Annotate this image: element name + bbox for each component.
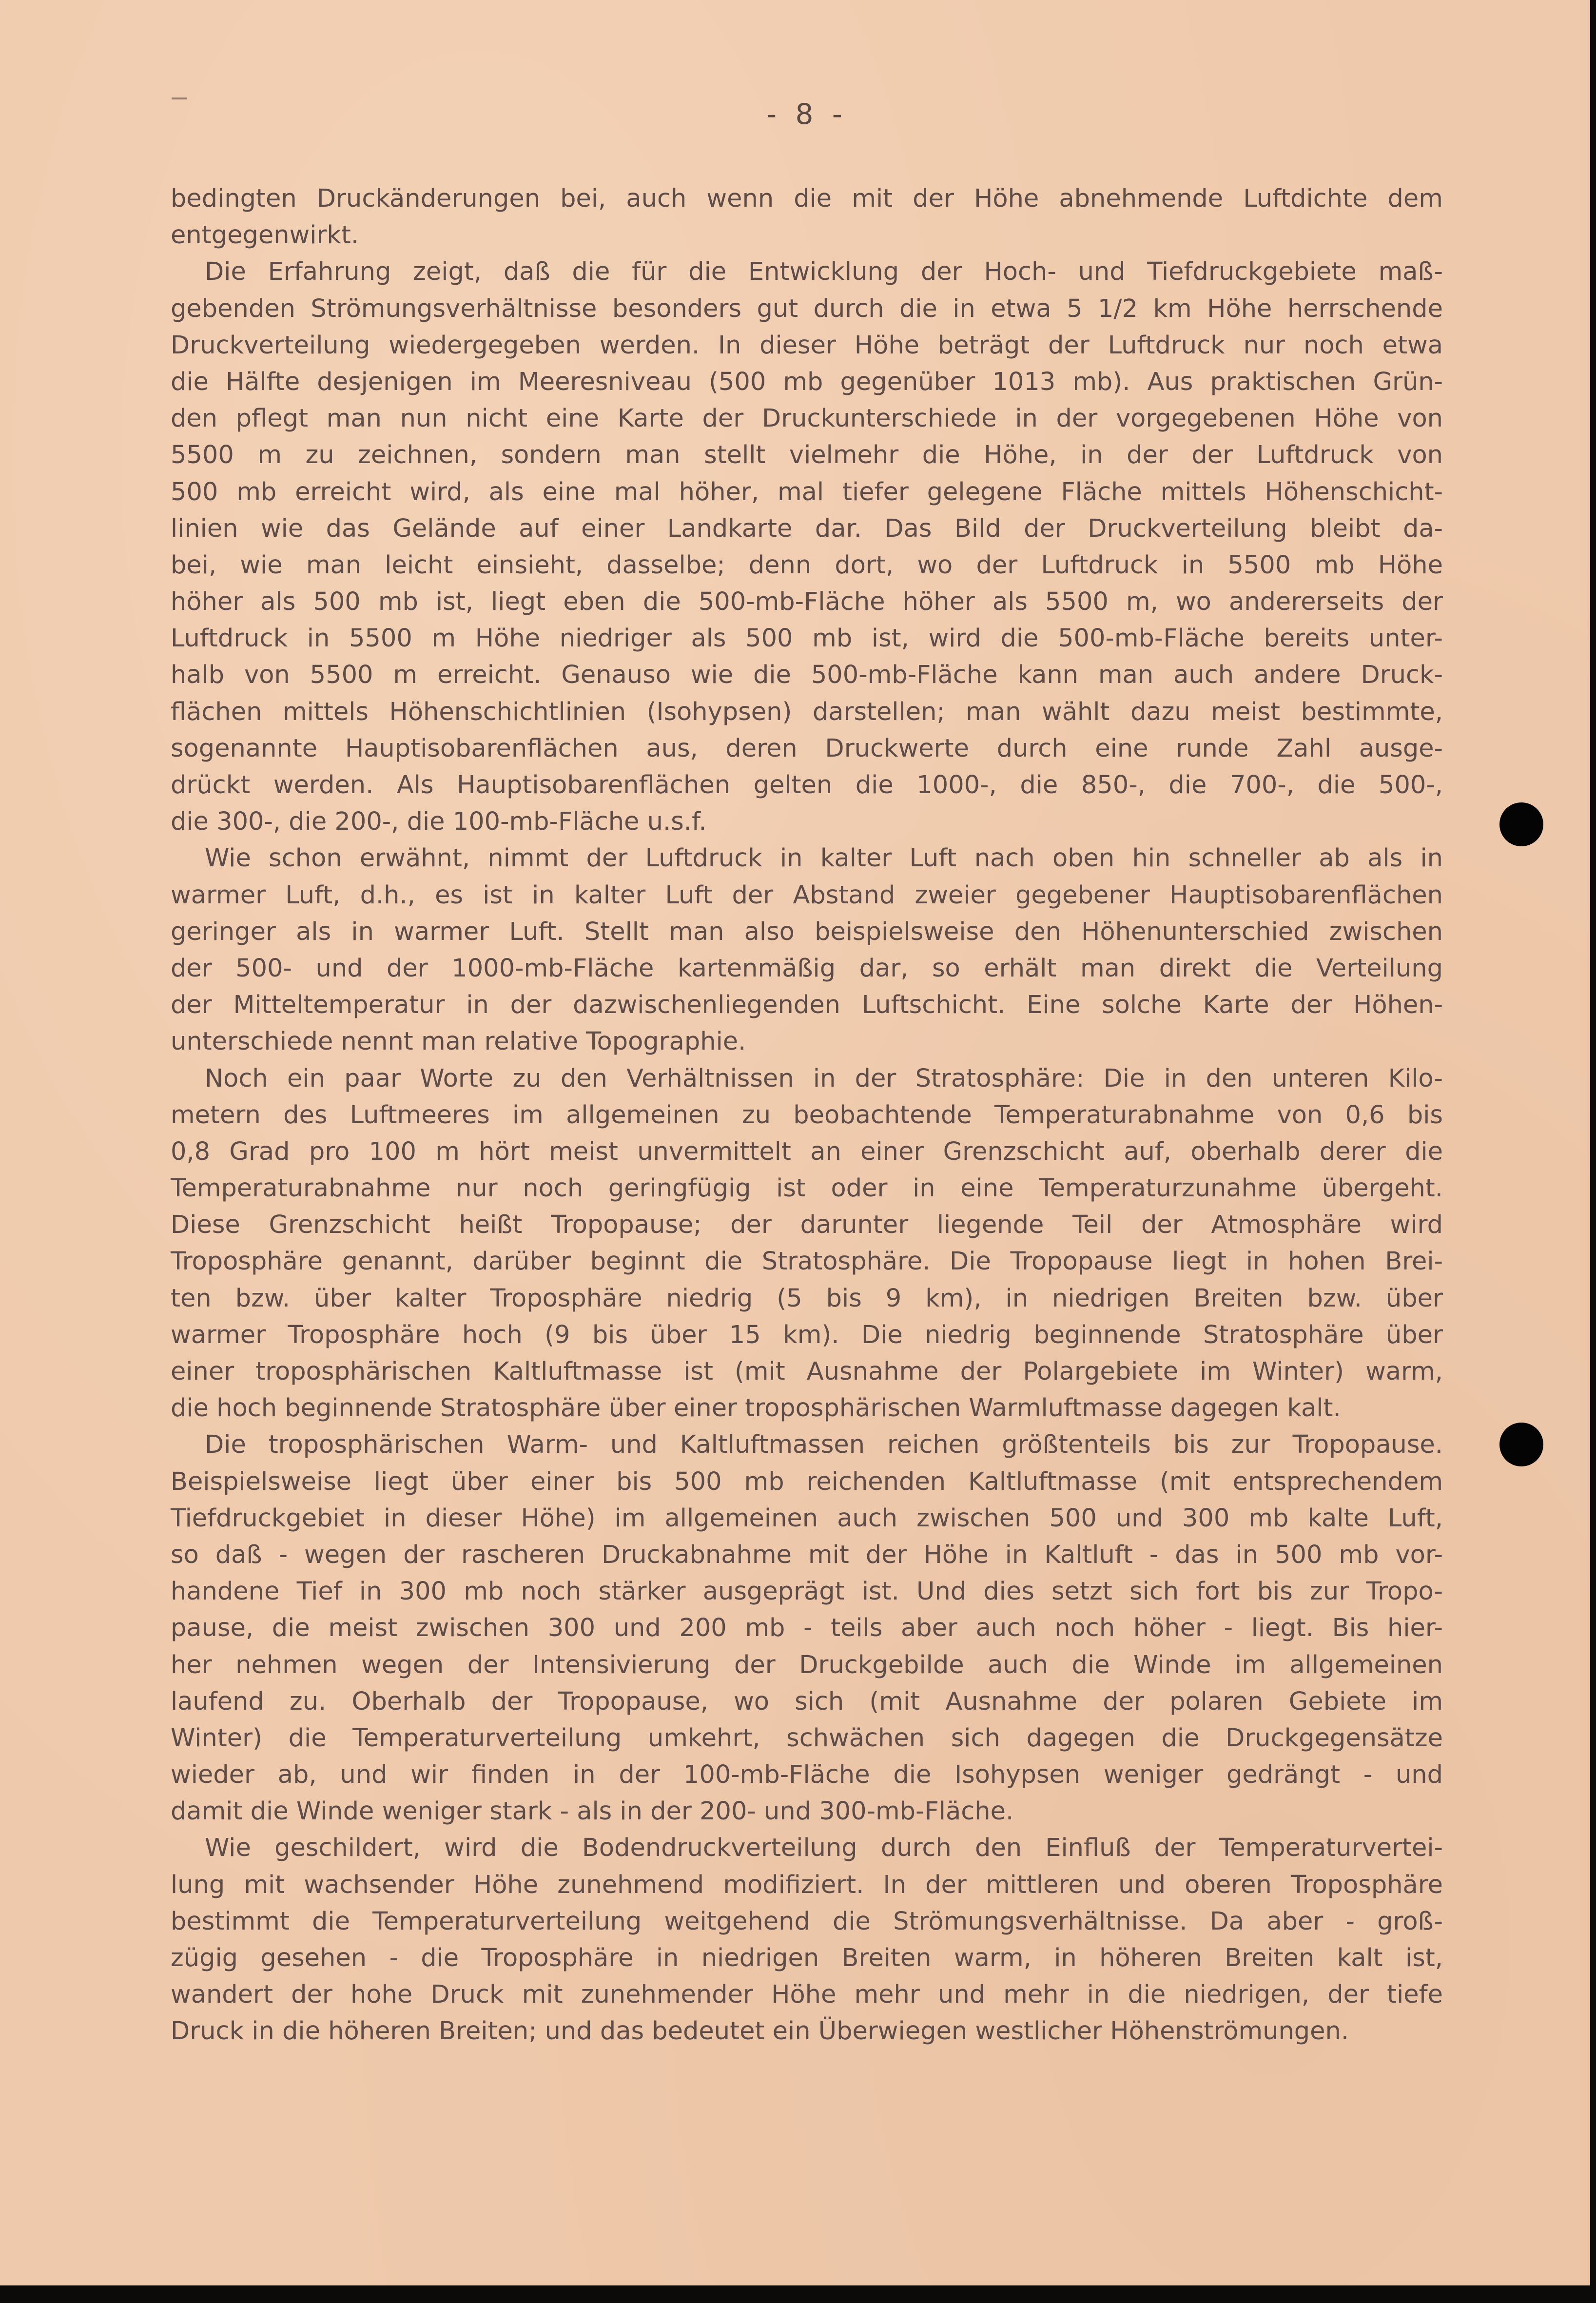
text-line: pause, die meist zwischen 300 und 200 mb - teils aber auch noch höher - liegt. Bis hier- (171, 1614, 1443, 1643)
text-line: laufend zu. Oberhalb der Tropopause, wo sich (mit Ausnahme der polaren Gebiete im (171, 1687, 1443, 1716)
text-line: wieder ab, und wir finden in der 100-mb-Fläche die Isohypsen weniger gedrängt - und (171, 1760, 1443, 1790)
text-line: Winter) die Temperaturverteilung umkehrt, schwächen sich dagegen die Druckgegensätze (171, 1723, 1443, 1753)
paragraph (171, 1060, 1443, 1427)
body-text (171, 180, 1443, 2050)
text-line: Temperaturabnahme nur noch geringfügig ist oder in eine Temperaturzunahme übergeht. (171, 1174, 1443, 1203)
text-line: der 500- und der 1000-mb-Fläche kartenmäßig dar, so erhält man direkt die Verteilung (171, 954, 1443, 983)
text-line: einer troposphärischen Kaltluftmasse ist (mit Ausnahme der Polargebiete im Winter) warm, (171, 1357, 1443, 1386)
text-line: bei, wie man leicht einsieht, dasselbe; denn dort, wo der Luftdruck in 5500 mb Höhe (171, 550, 1443, 580)
text-line: Tiefdruckgebiet in dieser Höhe) im allgemeinen auch zwischen 500 und 300 mb kalte Luft, (171, 1503, 1443, 1533)
text-line: Noch ein paar Worte zu den Verhältnissen in der Stratosphäre: Die in den unteren Kilo- (205, 1064, 1443, 1093)
text-line: Druckverteilung wiedergegeben werden. In dieser Höhe beträgt der Luftdruck nur noch etwa (171, 331, 1443, 360)
text-line: geringer als in warmer Luft. Stellt man also beispielsweise den Höhenunterschied zwischen (171, 917, 1443, 946)
text-line: halb von 5500 m erreicht. Genauso wie die 500-mb-Fläche kann man auch andere Druck- (171, 661, 1443, 690)
corner-mark (172, 98, 187, 99)
paragraph (171, 1426, 1443, 1830)
paragraph (171, 180, 1443, 254)
text-line: so daß - wegen der rascheren Druckabnahme mit der Höhe in Kaltluft - das in 500 mb vor- (171, 1540, 1443, 1569)
paragraph (171, 1830, 1443, 2049)
paragraph (171, 840, 1443, 1060)
text-line: die Hälfte desjenigen im Meeresniveau (500 mb gegenüber 1013 mb). Aus praktischen Grün- (171, 367, 1443, 396)
text-line: entgegenwirkt. (171, 221, 359, 250)
text-line: zügig gesehen - die Troposphäre in niedrigen Breiten warm, in höheren Breiten kalt ist, (171, 1944, 1443, 1972)
text-line: höher als 500 mb ist, liegt eben die 500-mb-Fläche höher als 5500 m, wo andererseits der (171, 587, 1443, 617)
text-line: Druck in die höheren Breiten; und das bedeutet ein Überwiegen westlicher Höhenströmungen. (171, 2017, 1349, 2046)
paragraph (171, 254, 1443, 840)
text-line: Die Erfahrung zeigt, daß die für die Entwicklung der Hoch- und Tiefdruckgebiete maß- (205, 257, 1443, 287)
text-line: damit die Winde weniger stark - als in der 200- und 300-mb-Fläche. (171, 1797, 1014, 1826)
text-line: warmer Troposphäre hoch (9 bis über 15 km). Die niedrig beginnende Stratosphäre über (171, 1320, 1443, 1349)
text-line: Wie geschildert, wird die Bodendruckverteilung durch den Einfluß der Temperaturvertei- (205, 1834, 1443, 1863)
text-line: Die troposphärischen Warm- und Kaltluftmassen reichen größtenteils bis zur Tropopause. (205, 1430, 1443, 1460)
text-line: sogenannte Hauptisobarenflächen aus, deren Druckwerte durch eine runde Zahl ausge- (171, 734, 1443, 763)
text-line: bestimmt die Temperaturverteilung weitgehend die Strömungsverhältnisse. Da aber - groß- (171, 1907, 1443, 1936)
text-line: Beispielsweise liegt über einer bis 500 mb reichenden Kaltluftmasse (mit entsprechendem (171, 1467, 1443, 1496)
text-line: gebenden Strömungsverhältnisse besonders gut durch die in etwa 5 1/2 km Höhe herrschende (171, 294, 1443, 323)
text-line: linien wie das Gelände auf einer Landkarte dar. Das Bild der Druckverteilung bleibt da- (171, 514, 1443, 543)
text-line: handene Tief in 300 mb noch stärker ausgeprägt ist. Und dies setzt sich fort bis zur Tropo- (171, 1577, 1443, 1606)
text-line: flächen mittels Höhenschichtlinien (Isohypsen) darstellen; man wählt dazu meist bestimmte, (171, 697, 1443, 726)
text-line: wandert der hohe Druck mit zunehmender Höhe mehr und mehr in die niedrigen, der tiefe (171, 1980, 1443, 2010)
punch-hole (1499, 1423, 1543, 1466)
text-line: der Mitteltemperatur in der dazwischenliegenden Luftschicht. Eine solche Karte der Höhen- (171, 991, 1443, 1020)
text-line: Luftdruck in 5500 m Höhe niedriger als 500 mb ist, wird die 500-mb-Fläche bereits unter- (171, 624, 1443, 653)
text-line: warmer Luft, d.h., es ist in kalter Luft der Abstand zweier gegebener Hauptisobarenflächen (171, 880, 1443, 910)
text-line: unterschiede nennt man relative Topographie. (171, 1027, 746, 1056)
page-number: - 8 - (766, 98, 847, 131)
text-line: den pflegt man nun nicht eine Karte der Druckunterschiede in der vorgegebenen Höhe von (171, 404, 1443, 433)
text-line: ten bzw. über kalter Troposphäre niedrig (5 bis 9 km), in niedrigen Breiten bzw. über (171, 1284, 1443, 1313)
punch-hole (1499, 802, 1543, 846)
text-line: Troposphäre genannt, darüber beginnt die Stratosphäre. Die Tropopause liegt in hohen Brei- (171, 1247, 1443, 1276)
text-line: metern des Luftmeeres im allgemeinen zu beobachtende Temperaturabnahme von 0,6 bis (171, 1100, 1443, 1130)
text-line: die hoch beginnende Stratosphäre über einer troposphärischen Warmluftmasse dagegen kalt. (171, 1394, 1341, 1423)
text-line: Diese Grenzschicht heißt Tropopause; der darunter liegende Teil der Atmosphäre wird (171, 1210, 1443, 1240)
text-line: die 300-, die 200-, die 100-mb-Fläche u.s.f. (171, 807, 707, 837)
text-line: 500 mb erreicht wird, als eine mal höher, mal tiefer gelegene Fläche mittels Höhenschicht- (171, 477, 1443, 507)
text-line: Wie schon erwähnt, nimmt der Luftdruck in kalter Luft nach oben hin schneller ab als in (205, 844, 1443, 873)
text-line: 5500 m zu zeichnen, sondern man stellt vielmehr die Höhe, in der der Luftdruck von (171, 441, 1443, 470)
text-line: drückt werden. Als Hauptisobarenflächen gelten die 1000-, die 850-, die 700-, die 500-, (171, 771, 1443, 800)
text-line: bedingten Druckänderungen bei, auch wenn die mit der Höhe abnehmende Luftdichte dem (171, 184, 1443, 213)
text-line: 0,8 Grad pro 100 m hört meist unvermittelt an einer Grenzschicht auf, oberhalb derer die (171, 1137, 1443, 1166)
text-line: lung mit wachsender Höhe zunehmend modifiziert. In der mittleren und oberen Troposphäre (171, 1870, 1443, 1899)
text-line: her nehmen wegen der Intensivierung der Druckgebilde auch die Winde im allgemeinen (171, 1650, 1443, 1679)
